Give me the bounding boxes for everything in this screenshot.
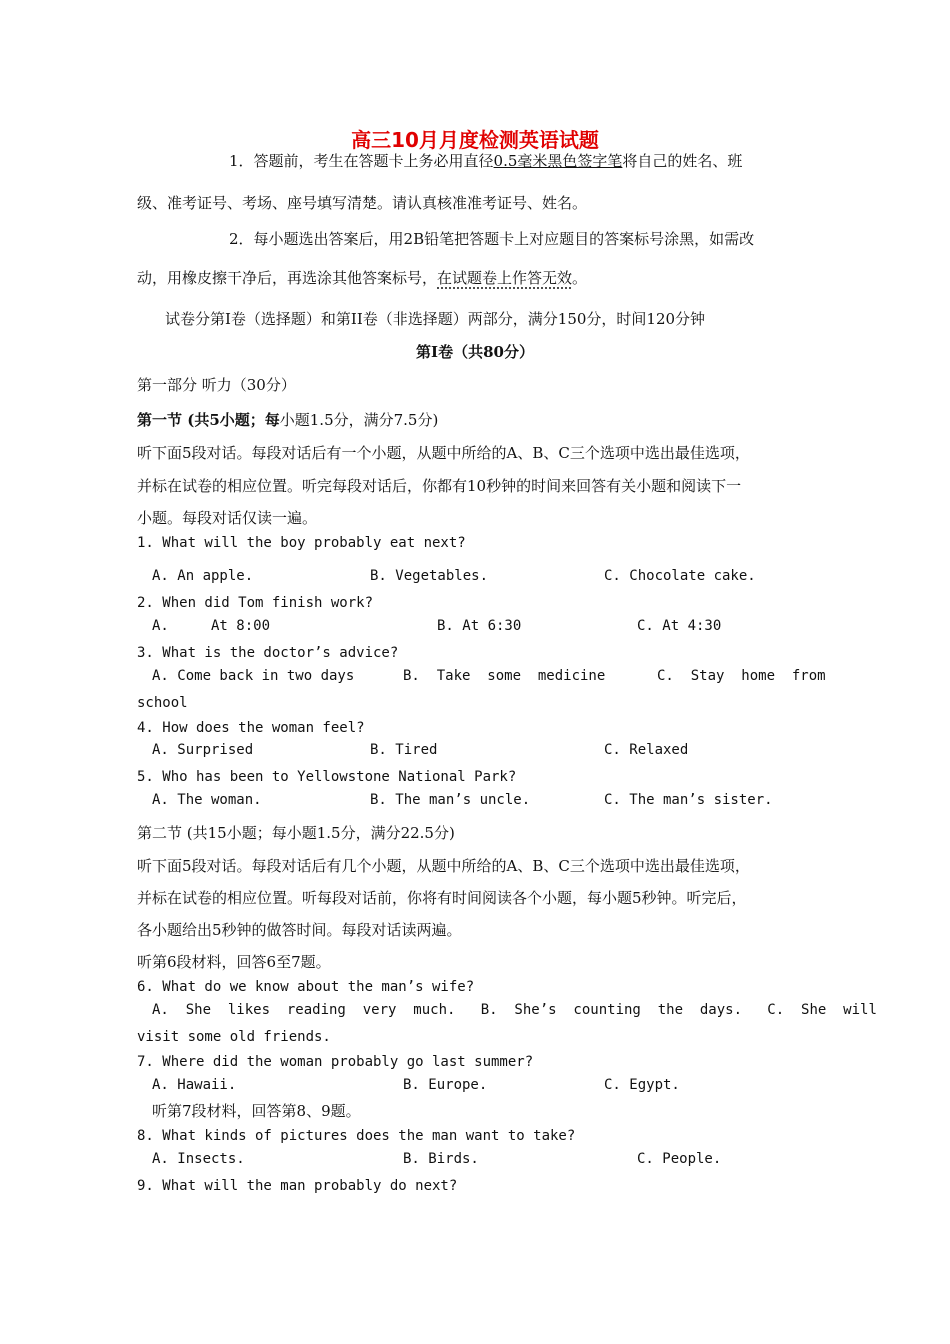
notice-2-end: 。 (572, 269, 588, 287)
question-1: 1. What will the boy probably eat next? (137, 535, 466, 551)
notice-2-text: 动，用橡皮擦干净后，再选涂其他答案标号， (137, 269, 438, 287)
notice-2-line-1: 2．每小题选出答案后，用2B铅笔把答题卡上对应题目的答案标号涂黑，如需改 (229, 230, 755, 248)
material-6-heading: 听第6段材料，回答6至7题。 (137, 953, 331, 971)
notice-2-emphasis: 在试题卷上作答无效 (437, 269, 573, 287)
notice-1-text-a: 1．答题前，考生在答题卡上务必用直径 (229, 152, 494, 170)
section-2-heading: 第二节 (共15小题；每小题1.5分，满分22.5分) (137, 824, 455, 842)
q5-option-c: C. The man’s sister. (604, 792, 773, 808)
q5-option-b: B. The man’s uncle. (370, 792, 531, 808)
q1-option-b: B. Vegetables. (370, 568, 489, 584)
section-1-heading-rest: 小题1.5分，满分7.5分) (279, 411, 439, 429)
notice-1-text-b: 将自己的姓名、班 (622, 152, 743, 170)
q1-option-c: C. Chocolate cake. (604, 568, 756, 584)
q6-options: A. She likes reading very much. B. She’s counting the days. C. She will (152, 1002, 877, 1018)
q8-option-b: B. Birds. (403, 1151, 479, 1167)
q2-option-b: B. At 6:30 (437, 618, 522, 634)
question-3: 3. What is the doctor’s advice? (137, 645, 399, 661)
question-6: 6. What do we know about the man’s wife? (137, 979, 475, 995)
q3-option-c-continued: school (137, 695, 188, 711)
q6-option-c-continued: visit some old friends. (137, 1029, 331, 1045)
notice-1-line-2: 级、准考证号、考场、座号填写清楚。请认真核准准考证号、姓名。 (137, 194, 588, 212)
q3-option-a: A. Come back in two days (152, 668, 355, 684)
notice-1-underlined: 0.5毫米黑色签字笔 (493, 152, 623, 170)
section-1-heading (137, 410, 438, 430)
section-1-instructions-2: 并标在试卷的相应位置。听完每段对话后，你都有10秒钟的时间来回答有关小题和阅读下一 (137, 477, 742, 495)
question-4: 4. How does the woman feel? (137, 720, 365, 736)
question-5: 5. Who has been to Yellowstone National Park? (137, 769, 517, 785)
question-9: 9. What will the man probably do next? (137, 1178, 458, 1194)
q3-option-b: B. Take some medicine (403, 668, 606, 684)
material-7-heading: 听第7段材料，回答第8、9题。 (152, 1102, 361, 1120)
q2-option-c: C. At 4:30 (637, 618, 722, 634)
q4-option-c: C. Relaxed (604, 742, 689, 758)
section-1-instructions-3: 小题。每段对话仅读一遍。 (137, 509, 318, 527)
q8-option-c: C. People. (637, 1151, 722, 1167)
question-2: 2. When did Tom finish work? (137, 595, 374, 611)
q7-option-b: B. Europe. (403, 1077, 488, 1093)
q7-option-a: A. Hawaii. (152, 1077, 237, 1093)
exam-title: 高三10月月度检测英语试题 (351, 128, 599, 152)
q3-option-c: C. Stay home from (657, 668, 826, 684)
q2-option-a: A. At 8:00 (152, 618, 271, 634)
q8-option-a: A. Insects. (152, 1151, 245, 1167)
paper-structure: 试卷分第I卷（选择题）和第II卷（非选择题）两部分，满分150分，时间120分钟 (165, 310, 706, 328)
section-2-instructions-1: 听下面5段对话。每段对话后有几个小题，从题中所给的A、B、C三个选项中选出最佳选项， (137, 857, 750, 875)
question-7: 7. Where did the woman probably go last summer? (137, 1054, 534, 1070)
notice-1-line-1 (229, 151, 742, 171)
section-1-heading-bold: 第一节 (共5小题；每 (137, 411, 280, 429)
q4-option-a: A. Surprised (152, 742, 254, 758)
notice-2-line-2 (137, 268, 587, 288)
q7-option-c: C. Egypt. (604, 1077, 680, 1093)
q5-option-a: A. The woman. (152, 792, 262, 808)
q4-option-b: B. Tired (370, 742, 438, 758)
part-1-heading: 第一部分 听力（30分） (137, 376, 296, 394)
question-8: 8. What kinds of pictures does the man want to take? (137, 1128, 576, 1144)
section-2-instructions-2: 并标在试卷的相应位置。听每段对话前，你将有时间阅读各个小题，每小题5秒钟。听完后， (137, 889, 747, 907)
volume-1-heading: 第I卷（共80分） (416, 343, 534, 361)
q1-option-a: A. An apple. (152, 568, 254, 584)
section-1-instructions-1: 听下面5段对话。每段对话后有一个小题，从题中所给的A、B、C三个选项中选出最佳选项， (137, 444, 750, 462)
section-2-instructions-3: 各小题给出5秒钟的做答时间。每段对话读两遍。 (137, 921, 462, 939)
